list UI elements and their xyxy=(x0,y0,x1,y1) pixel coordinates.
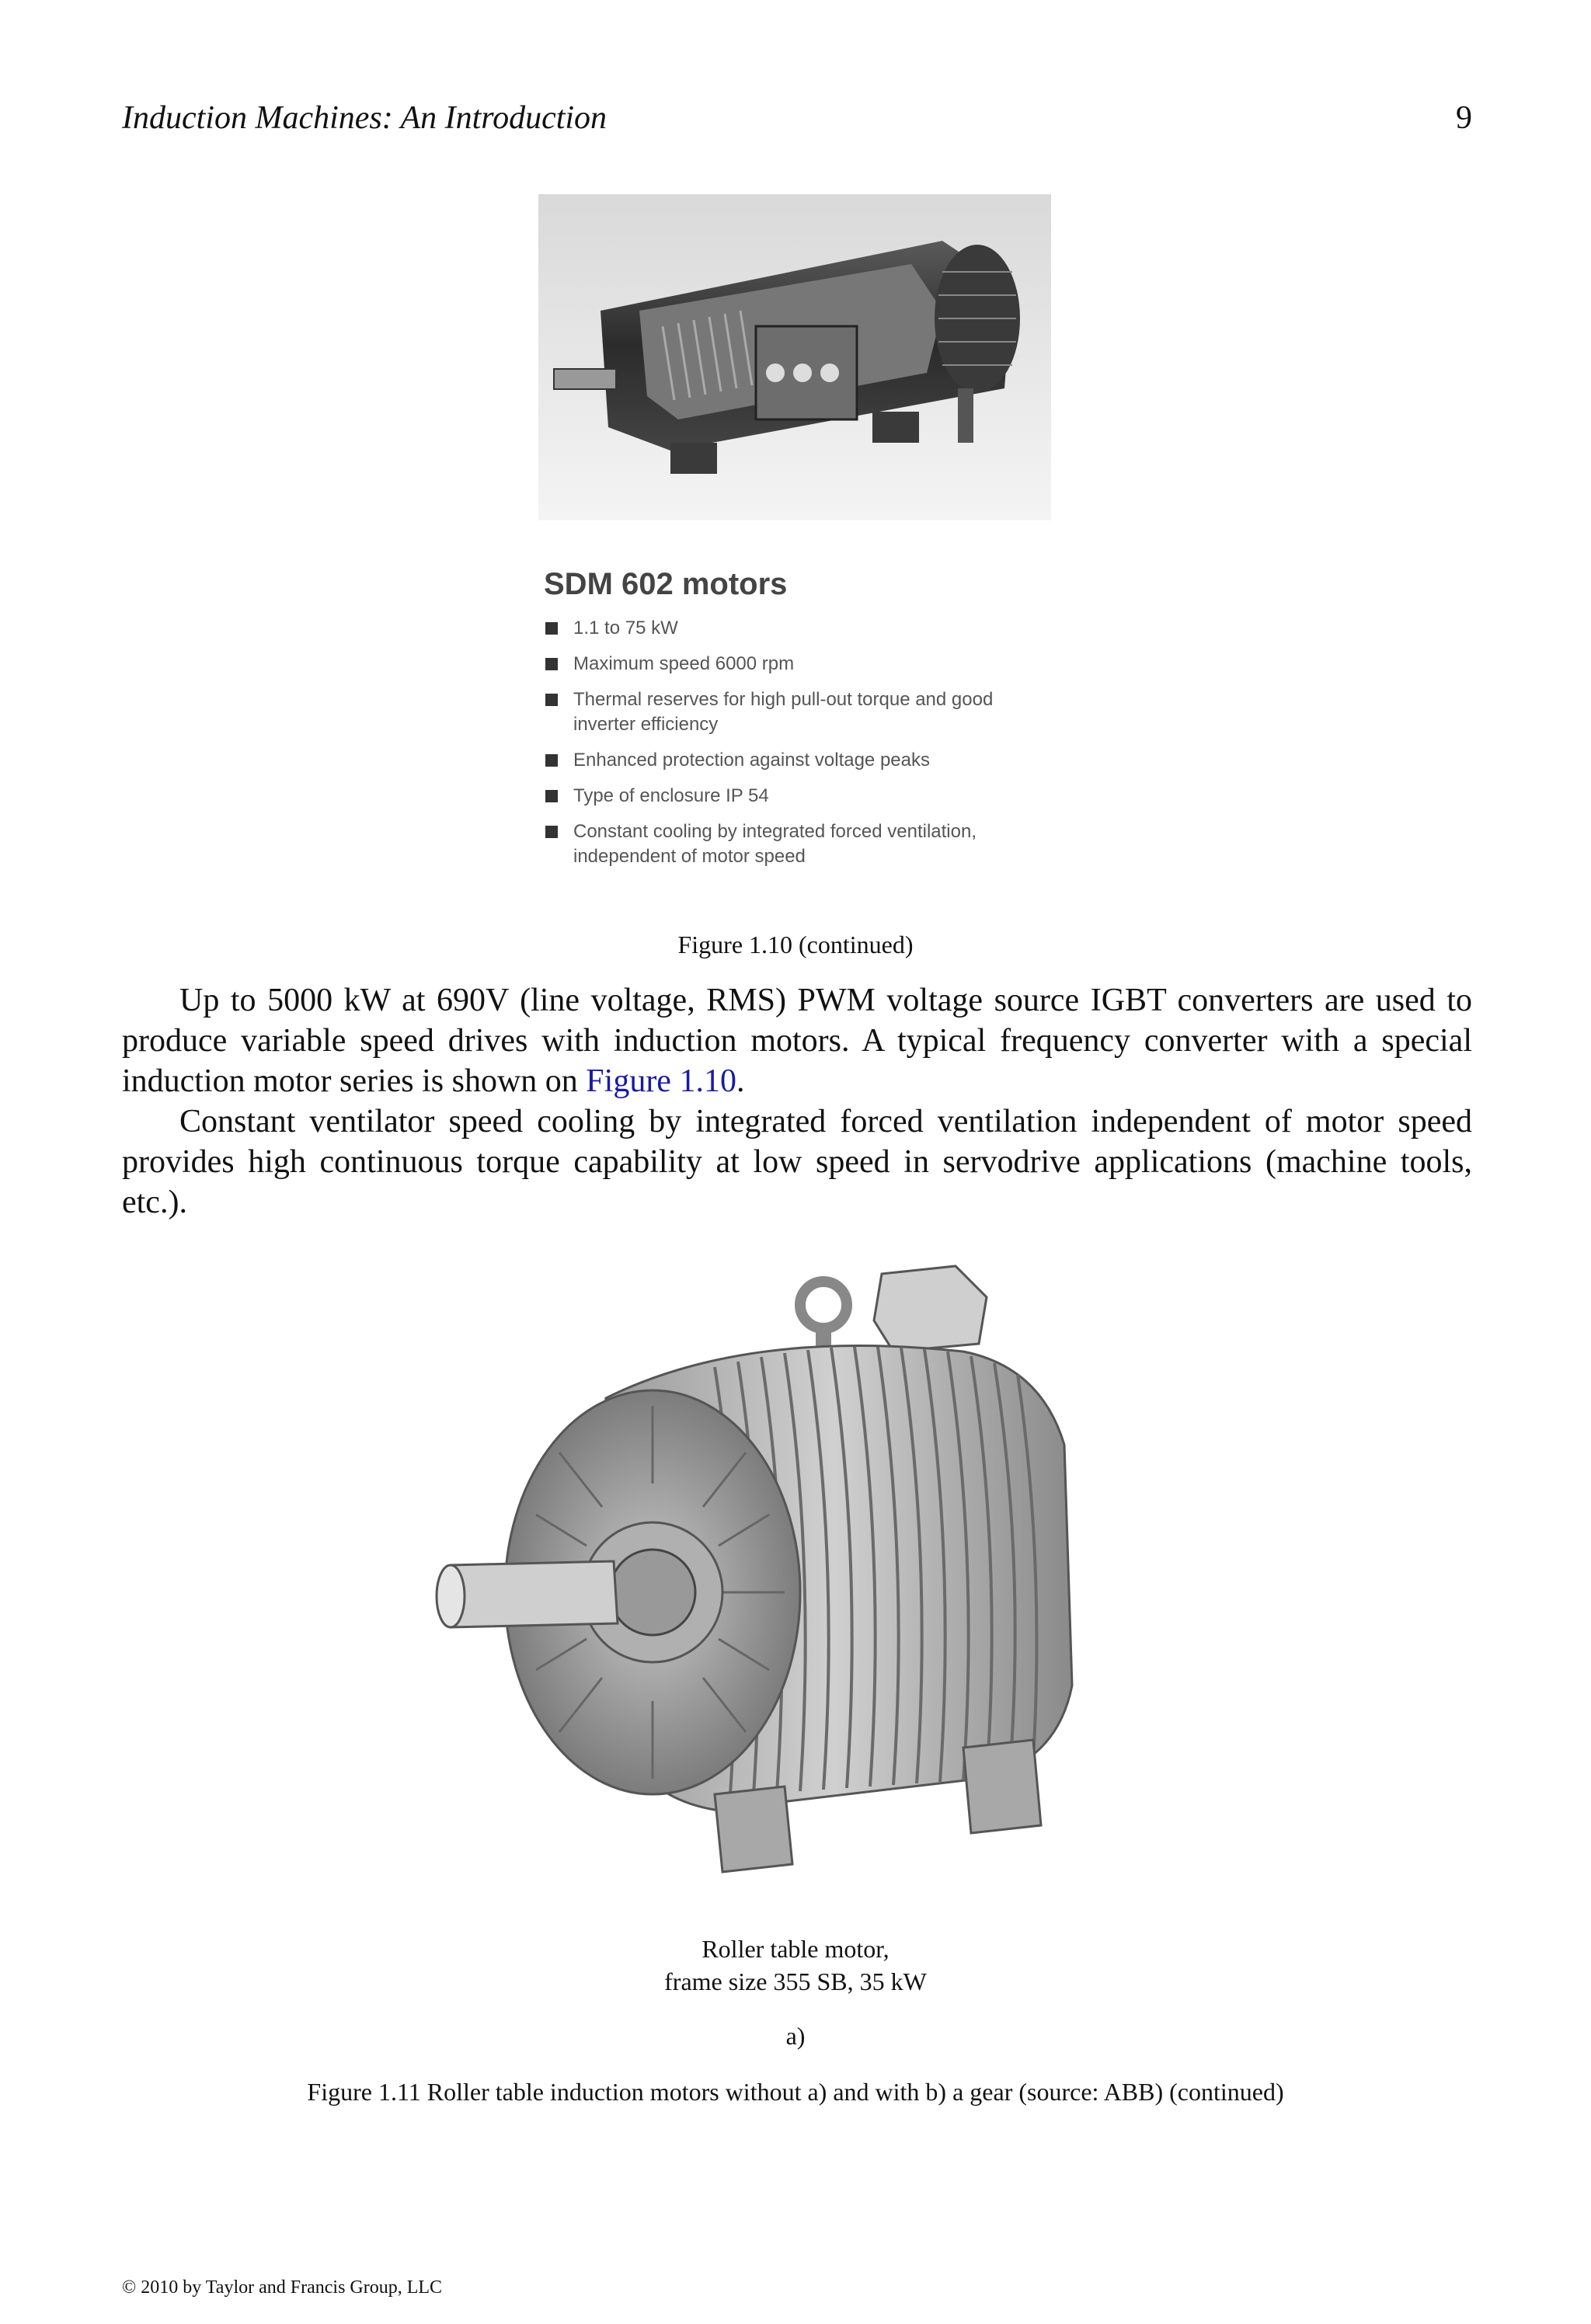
figure-1-10-caption: Figure 1.10 (continued) xyxy=(677,931,914,958)
square-bullet-icon xyxy=(545,622,558,635)
figure-1-11-subcaption-line1: Roller table motor, xyxy=(702,1935,889,1963)
feature-item: Maximum speed 6000 rpm xyxy=(544,652,1088,677)
square-bullet-icon xyxy=(545,790,558,802)
square-bullet-icon xyxy=(545,754,558,767)
sdm-602-title: SDM 602 motors xyxy=(544,567,788,601)
running-head-title: Induction Machines: An Introduction xyxy=(122,100,608,136)
feature-item: Constant cooling by integrated forced ventilation, independent of motor speed xyxy=(544,819,1063,869)
sdm-602-spec-block xyxy=(544,567,1088,880)
feature-item: 1.1 to 75 kW xyxy=(544,616,1088,641)
body-text xyxy=(122,980,1472,1223)
figure-1-11-subcaption-line2: frame size 355 SB, 35 kW xyxy=(664,1967,927,1995)
figure-1-11-panel-label: a) xyxy=(785,2022,806,2050)
feature-item: Type of enclosure IP 54 xyxy=(544,784,1088,809)
copyright-footer: © 2010 by Taylor and Francis Group, LLC xyxy=(122,2277,443,2298)
figure-1-11-caption: Figure 1.11 Roller table induction motors without a) and with b) a gear (source: ABB) (continued) xyxy=(307,2078,1284,2106)
square-bullet-icon xyxy=(545,826,558,838)
feature-item: Thermal reserves for high pull-out torque and good inverter efficiency xyxy=(544,687,1032,737)
page-number: 9 xyxy=(1456,100,1472,136)
roller-table-motor-photo xyxy=(420,1251,1196,1895)
paragraph-1: Up to 5000 kW at 690V (line voltage, RMS) PWM voltage source IGBT converters are used to produce variable speed drives with induction motors. A typical frequency converter with a special induction motor series is shown on Figure 1.10. xyxy=(122,983,1472,1099)
sdm-602-motor-photo xyxy=(538,194,1051,520)
paragraph-2: Constant ventilator speed cooling by integrated forced ventilation independent of motor speed provides high continuous torque capability at low speed in servodrive applications (machine tools, etc.). xyxy=(122,1104,1472,1220)
sdm-602-feature-list xyxy=(544,616,1088,869)
running-head xyxy=(122,99,1472,137)
square-bullet-icon xyxy=(545,658,558,670)
feature-item: Enhanced protection against voltage peaks xyxy=(544,748,1088,773)
figure-1-10-link[interactable]: Figure 1.10 xyxy=(586,1063,736,1099)
square-bullet-icon xyxy=(545,694,558,706)
